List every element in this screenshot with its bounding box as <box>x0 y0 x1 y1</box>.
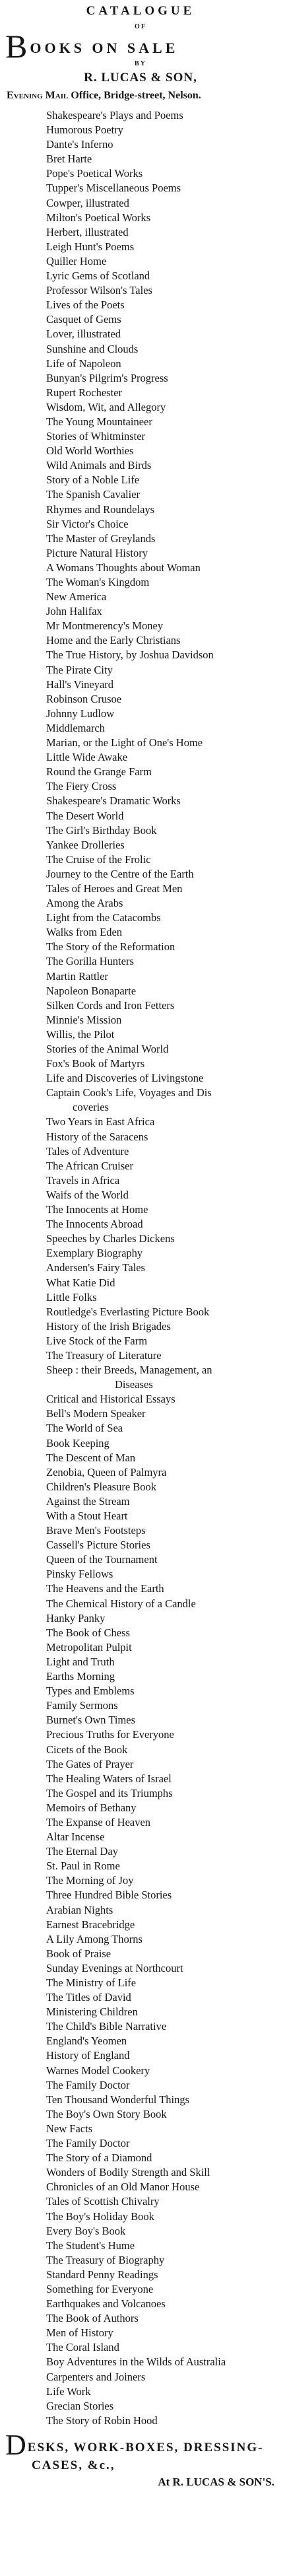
list-item: Something for Everyone <box>46 2282 154 2295</box>
list-item: The Family Doctor <box>46 2078 130 2091</box>
footer-line-3: At R. LUCAS & SON'S. <box>158 2475 274 2488</box>
list-item: The Boy's Holiday Book <box>46 2210 154 2223</box>
list-item: Wonders of Bodily Strength and Skill <box>46 2166 210 2179</box>
list-item: Precious Truths for Everyone <box>46 1728 174 1741</box>
list-item: Children's Pleasure Book <box>46 1480 157 1493</box>
list-item: Diseases <box>115 1378 153 1391</box>
list-item: Lover, illustrated <box>46 328 121 341</box>
list-item: Home and the Early Christians <box>46 634 181 647</box>
list-item: Two Years in East Africa <box>46 1115 155 1129</box>
list-item: Light and Truth <box>46 1655 115 1668</box>
list-item: A Lily Among Thorns <box>46 1932 142 1945</box>
list-item: Middlemarch <box>46 721 105 734</box>
list-item: The Cruise of the Frolic <box>46 853 151 866</box>
list-item: The Gates of Prayer <box>46 1757 134 1770</box>
list-item: The Coral Island <box>46 2341 119 2354</box>
list-item: Shakespeare's Dramatic Works <box>46 794 181 808</box>
list-item: Critical and Historical Essays <box>46 1393 175 1406</box>
list-item: Wisdom, Wit, and Allegory <box>46 400 166 413</box>
list-item: Marian, or the Light of One's Home <box>46 736 203 749</box>
list-item: Bunyan's Pilgrim's Progress <box>46 371 168 384</box>
list-item: The Woman's Kingdom <box>46 576 150 588</box>
publisher-name: R. LUCAS & SON, <box>84 71 197 85</box>
list-item: Zenobia, Queen of Palmyra <box>46 1465 167 1479</box>
list-item: Cicets of the Book <box>46 1743 128 1756</box>
list-item: The Student's Hume <box>46 2239 135 2252</box>
list-item: Speeches by Charles Dickens <box>46 1232 175 1245</box>
list-item: Lyric Gems of Scotland <box>46 269 150 283</box>
list-item: Book of Praise <box>46 1947 111 1960</box>
list-item: The Gorilla Hunters <box>46 955 134 968</box>
list-item: Stories of the Animal World <box>46 1043 169 1055</box>
list-item: Book Keeping <box>46 1436 110 1449</box>
list-item: The Innocents Abroad <box>46 1218 143 1231</box>
list-item: coveries <box>73 1101 109 1114</box>
list-item: Earths Morning <box>46 1670 115 1683</box>
footer-line-1 <box>5 2428 276 2461</box>
list-item: John Halifax <box>46 605 102 618</box>
book-list <box>5 108 276 2428</box>
list-item: The Gospel and its Triumphs <box>46 1786 173 1799</box>
list-item: Professor Wilson's Tales <box>46 284 152 297</box>
by-word: BY <box>135 60 146 67</box>
list-item: Little Wide Awake <box>46 751 128 764</box>
list-item: Among the Arabs <box>46 897 123 910</box>
list-item: Mr Montmerency's Money <box>46 619 164 633</box>
list-item: Old World Worthies <box>46 444 134 458</box>
list-item: Little Folks <box>46 1290 97 1304</box>
list-item: The Girl's Birthday Book <box>46 823 157 837</box>
list-item: Rhymes and Roundelays <box>46 503 155 516</box>
list-item: The Story of the Reformation <box>46 940 175 954</box>
footer-line-2: CASES, &c., <box>32 2458 115 2472</box>
list-item: Cassell's Picture Stories <box>46 1539 150 1552</box>
list-item: Men of History <box>46 2326 113 2340</box>
list-item: Napoleon Bonaparte <box>46 984 137 997</box>
list-item: Johnny Ludlow <box>46 707 115 720</box>
list-item: Tales of Adventure <box>46 1144 129 1158</box>
catalogue-heading: CATALOGUE <box>86 4 195 18</box>
list-item: Live Stock of the Farm <box>46 1334 148 1347</box>
list-item: History of England <box>46 2049 130 2062</box>
list-item: Bell's Modern Speaker <box>46 1407 146 1420</box>
list-item: The Descent of Man <box>46 1451 136 1464</box>
list-item: The Spanish Cavalier <box>46 488 141 501</box>
list-item: St. Paul in Rome <box>46 1860 120 1873</box>
list-item: Against the Stream <box>46 1494 130 1508</box>
list-item: Andersen's Fairy Tales <box>46 1261 145 1274</box>
list-item: The Book of Chess <box>46 1626 130 1639</box>
list-item: Pope's Poetical Works <box>46 167 143 180</box>
list-item: The World of Sea <box>46 1422 123 1435</box>
list-item: Chronicles of an Old Manor House <box>46 2180 200 2194</box>
list-item: Milton's Poetical Works <box>46 211 151 224</box>
list-item: Pinsky Fellows <box>46 1568 113 1581</box>
list-item: Warnes Model Cookery <box>46 2064 150 2077</box>
list-item: Tales of Heroes and Great Men <box>46 882 183 895</box>
list-item: Leigh Hunt's Poems <box>46 240 135 253</box>
list-item: Grecian Stories <box>46 2399 114 2412</box>
address-rest: Office, Bridge-street, Nelson. <box>68 90 201 101</box>
list-item: Fox's Book of Martyrs <box>46 1057 145 1070</box>
list-item: The Morning of Joy <box>46 1874 134 1887</box>
list-item: The Titles of David <box>46 1991 131 2004</box>
list-item: The Innocents at Home <box>46 1203 148 1216</box>
publisher-address <box>7 87 276 104</box>
list-item: Family Sermons <box>46 1699 118 1712</box>
list-item: England's Yeomen <box>46 2035 127 2048</box>
list-item: Metropolitan Pulpit <box>46 1640 132 1654</box>
list-item: What Katie Did <box>46 1276 115 1289</box>
list-item: Humorous Poetry <box>46 123 123 137</box>
list-item: Dante's Inferno <box>46 138 113 151</box>
list-item: Waifs of the World <box>46 1188 129 1201</box>
address-lead: Evening Mail <box>7 90 69 101</box>
list-item: Sunday Evenings at Northcourt <box>46 1961 183 1974</box>
list-item: The Eternal Day <box>46 1845 119 1858</box>
list-item: New America <box>46 590 107 604</box>
list-item: Ten Thousand Wonderful Things <box>46 2093 190 2106</box>
of-word: OF <box>135 23 146 30</box>
list-item: The Master of Greylands <box>46 532 156 545</box>
list-item: The Treasury of Literature <box>46 1348 162 1362</box>
list-item: Boy Adventures in the Wilds of Australia <box>46 2355 226 2369</box>
list-item: With a Stout Heart <box>46 1510 128 1522</box>
list-item: Tupper's Miscellaneous Poems <box>46 182 181 195</box>
list-item: Hanky Panky <box>46 1611 106 1624</box>
list-item: Casquet of Gems <box>46 313 121 326</box>
list-item: Minnie's Mission <box>46 1013 122 1026</box>
list-item: Light from the Catacombs <box>46 911 161 924</box>
list-item: Silken Cords and Iron Fetters <box>46 998 175 1012</box>
list-item: History of the Saracens <box>46 1130 148 1143</box>
list-item: Routledge's Everlasting Picture Book <box>46 1305 210 1318</box>
list-item: Rupert Rochester <box>46 386 123 399</box>
list-item: Round the Grange Farm <box>46 765 152 779</box>
list-item: Earthquakes and Volcanoes <box>46 2297 166 2311</box>
list-item: Willis, the Pilot <box>46 1027 115 1041</box>
list-item: Walks from Eden <box>46 926 123 939</box>
list-item: Tales of Scottish Chivalry <box>46 2195 160 2208</box>
list-item: Sunshine and Clouds <box>46 342 139 355</box>
list-item: The Heavens and the Earth <box>46 1582 164 1595</box>
list-item: Arabian Nights <box>46 1903 113 1916</box>
list-item: Sir Victor's Choice <box>46 517 129 530</box>
list-item: New Facts <box>46 2122 93 2135</box>
list-item: Martin Rattler <box>46 969 108 983</box>
list-item: Captain Cook's Life, Voyages and Dis <box>46 1086 212 1099</box>
list-item: The Story of a Diamond <box>46 2151 152 2165</box>
list-item: Wild Animals and Birds <box>46 459 152 472</box>
list-item: The African Cruiser <box>46 1159 133 1172</box>
list-item: The Family Doctor <box>46 2137 130 2150</box>
footer-line-1-text: ESKS, WORK-BOXES, DRESSING- <box>27 2440 264 2454</box>
list-item: The Healing Waters of Israel <box>46 1772 172 1785</box>
title-drop-cap: B <box>5 28 28 65</box>
list-item: Life Work <box>46 2385 91 2398</box>
list-item: Travels in Africa <box>46 1173 120 1187</box>
list-item: Three Hundred Bible Stories <box>46 1889 172 1902</box>
list-item: A Womans Thoughts about Woman <box>46 561 201 574</box>
title-rest: OOKS ON SALE <box>30 40 179 56</box>
list-item: Robinson Crusoe <box>46 692 122 705</box>
footer-drop-cap: D <box>5 2428 26 2461</box>
list-item: Cowper, illustrated <box>46 196 129 209</box>
list-item: Bret Harte <box>46 153 92 166</box>
list-item: The Chemical History of a Candle <box>46 1597 196 1610</box>
list-item: Brave Men's Footsteps <box>46 1524 146 1537</box>
list-item: Yankee Drolleries <box>46 838 125 851</box>
list-item: Life of Napoleon <box>46 357 121 370</box>
list-item: History of the Irish Brigades <box>46 1319 171 1333</box>
list-item: Memoirs of Bethany <box>46 1801 137 1814</box>
list-item: The Ministry of Life <box>46 1976 137 1989</box>
list-item: Journey to the Centre of the Earth <box>46 867 194 880</box>
list-item: Picture Natural History <box>46 546 148 559</box>
list-item: Shakespeare's Plays and Poems <box>46 109 183 122</box>
list-item: Altar Incense <box>46 1830 105 1844</box>
list-item: Types and Emblems <box>46 1685 135 1698</box>
list-item: The Treasury of Biography <box>46 2253 165 2266</box>
list-item: Queen of the Tournament <box>46 1553 158 1566</box>
list-item: Exemplary Biography <box>46 1247 143 1260</box>
list-item: Hall's Vineyard <box>46 678 114 691</box>
list-item: The Fiery Cross <box>46 780 117 793</box>
list-item: Standard Penny Readings <box>46 2268 158 2281</box>
list-item: The Book of Authors <box>46 2312 139 2325</box>
list-item: The Expanse of Heaven <box>46 1815 151 1828</box>
list-item: Earnest Bracebridge <box>46 1918 135 1931</box>
list-item: The Boy's Own Story Book <box>46 2107 167 2120</box>
list-item: Ministering Children <box>46 2005 138 2019</box>
list-item: The Child's Bible Narrative <box>46 2020 167 2033</box>
list-item: Herbert, illustrated <box>46 225 129 238</box>
footer-notice <box>5 2428 276 2490</box>
list-item: The Story of Robin Hood <box>46 2414 158 2427</box>
list-item: Lives of the Poets <box>46 298 125 312</box>
list-item: Every Boy's Book <box>46 2224 126 2237</box>
list-item: Sheep : their Breeds, Management, an <box>46 1364 212 1377</box>
list-item: The True History, by Joshua Davidson <box>46 648 214 662</box>
list-item: Life and Discoveries of Livingstone <box>46 1072 204 1085</box>
list-item: The Young Mountaineer <box>46 415 152 428</box>
list-item: Carpenters and Joiners <box>46 2370 146 2383</box>
list-item: The Pirate City <box>46 663 113 676</box>
list-item: Story of a Noble Life <box>46 473 140 487</box>
list-item: Stories of Whitminster <box>46 430 146 443</box>
list-item: Quiller Home <box>46 254 107 267</box>
list-item: Burnet's Own Times <box>46 1714 135 1727</box>
list-item: The Desert World <box>46 809 124 822</box>
